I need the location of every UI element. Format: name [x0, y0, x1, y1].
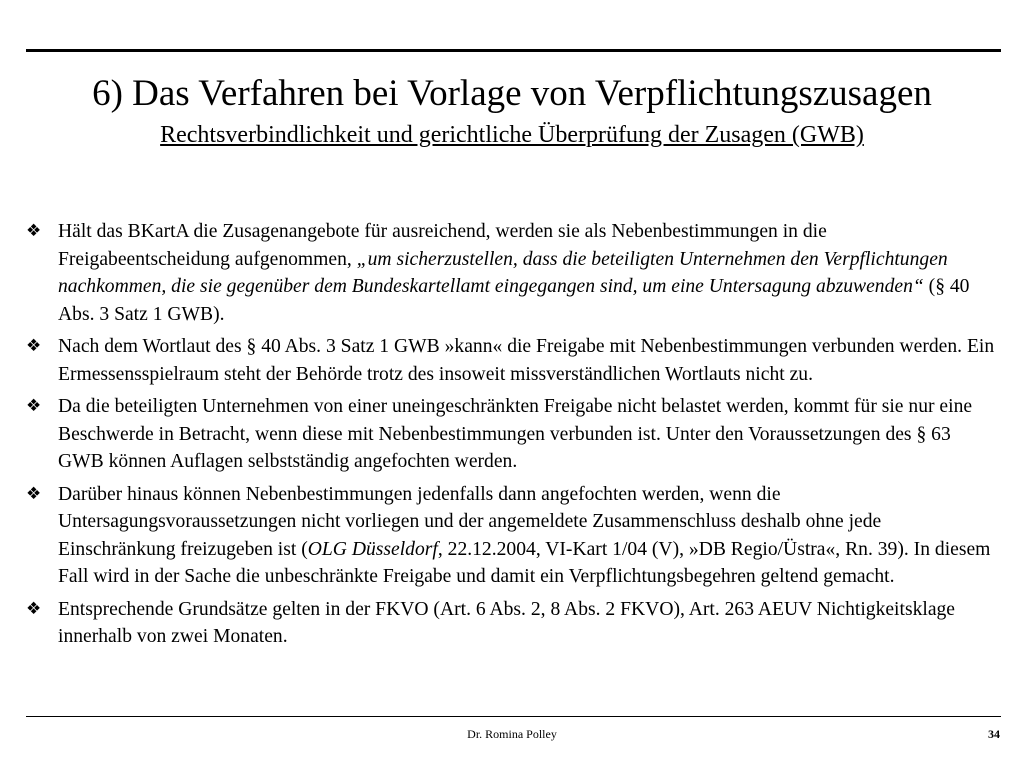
bullet-item: [26, 393, 1001, 476]
diamond-bullet-icon: ❖: [26, 598, 42, 619]
bullet-text: Nach dem Wortlaut des § 40 Abs. 3 Satz 1 GWB »kann« die Freigabe mit Nebenbestimmungen verbunden werden. Ein Ermessensspielraum steht der Behörde trotz des insoweit missverständlichen Wortlauts nicht zu.: [58, 336, 995, 385]
diamond-bullet-icon: ❖: [26, 221, 42, 241]
bullet-quote: „um sicherzustellen, dass die beteiligten Unternehmen den Verpflichtungen nachkommen, die sie gegenüber dem Bundeskartellamt eingegangen sind, um eine Untersagung abzuwenden“: [58, 248, 948, 297]
bullet-item: [26, 481, 1001, 591]
bullet-list: [26, 218, 1001, 656]
bullet-item: [26, 333, 1001, 388]
bullet-citation: (§ 40 Abs. 3 Satz 1 GWB).: [58, 276, 970, 325]
slide-subtitle-text: Rechtsverbindlichkeit und gerichtliche Überprüfung der Zusagen (GWB): [160, 122, 864, 148]
slide-title: 6) Das Verfahren bei Vorlage von Verpflichtungszusagen: [92, 73, 932, 114]
bullet-text-continued: , 22.12.2004, VI-Kart 1/04 (V), »DB Regio/Üstra«, Rn. 39). In diesem Fall wird in der Sache die unbeschränkte Freigabe und damit ein Verpflichtungsbegehren geltend gemacht.: [58, 538, 991, 587]
bullet-text: Entsprechende Grundsätze gelten in der FKVO (Art. 6 Abs. 2, 8 Abs. 2 FKVO), Art. 263 AEUV Nichtigkeitsklage innerhalb von zwei Monaten.: [58, 598, 956, 647]
top-divider: [26, 49, 1001, 52]
bullet-item: [26, 596, 1001, 651]
footer-author: Dr. Romina Polley: [467, 727, 557, 741]
diamond-bullet-icon: ❖: [26, 396, 42, 416]
diamond-bullet-icon: ❖: [26, 336, 42, 356]
bullet-text: Hält das BKartA die Zusagenangebote für ausreichend, werden sie als Nebenbestimmungen in die Freigabeentscheidung aufgenommen,: [58, 221, 827, 270]
bullet-court-name: OLG Düsseldorf: [307, 538, 438, 560]
bullet-text: Darüber hinaus können Nebenbestimmungen jedenfalls dann angefochten werden, wenn die Untersagungsvoraussetzungen nicht vorliegen und der angemeldete Zusammenschluss deshalb ohne jede Einschränkung freizugeben ist (: [58, 483, 882, 560]
page-number: 34: [988, 727, 1000, 741]
diamond-bullet-icon: ❖: [26, 483, 42, 504]
bullet-text: Da die beteiligten Unternehmen von einer uneingeschränkten Freigabe nicht belastet werden, kommt für sie nur eine Beschwerde in Betracht, wenn diese mit Nebenbestimmungen verbunden ist. Unter den Voraussetzungen des § 63 GWB können Auflagen selbstständig angefochten werden.: [58, 396, 973, 472]
slide-subtitle: [0, 120, 1024, 150]
bullet-item: [26, 218, 1001, 328]
bottom-divider: [26, 716, 1001, 717]
